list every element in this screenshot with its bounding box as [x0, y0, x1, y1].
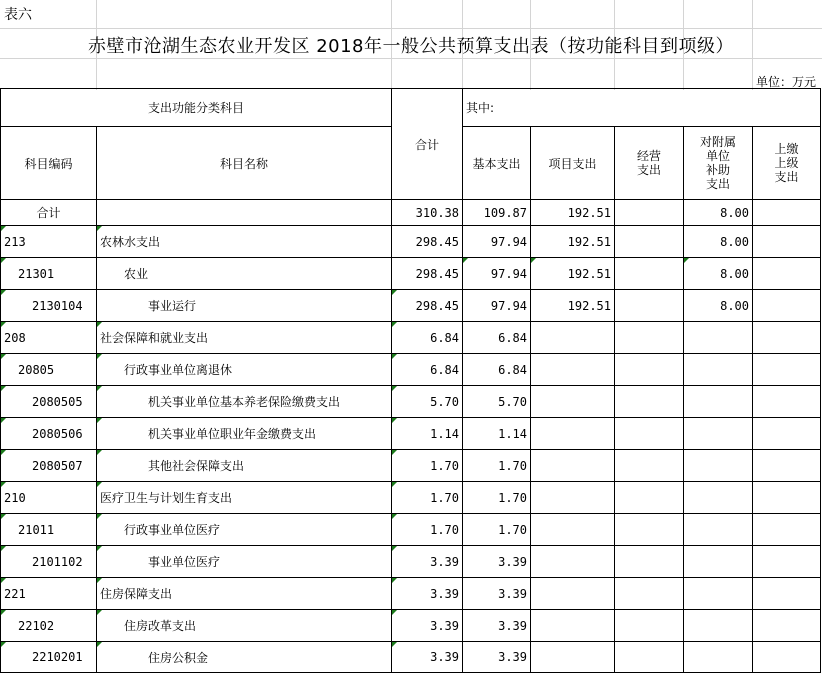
- sheet-label: 表六: [4, 7, 32, 23]
- cell-name[interactable]: [97, 200, 392, 226]
- cell-total[interactable]: 1.70: [392, 450, 463, 482]
- of-which-header[interactable]: 其中:: [463, 89, 821, 127]
- cell-total[interactable]: 3.39: [392, 610, 463, 642]
- cell-basic[interactable]: 5.70: [463, 386, 531, 418]
- header-line: 补助: [706, 163, 731, 177]
- cell-total[interactable]: 3.39: [392, 642, 463, 673]
- cell-total[interactable]: 6.84: [392, 322, 463, 354]
- table-row: [1, 610, 821, 642]
- cell-basic[interactable]: 3.39: [463, 610, 531, 642]
- header-line: 支出: [637, 163, 662, 177]
- cell-name[interactable]: 行政事业单位医疗: [97, 514, 392, 546]
- table-row: [1, 642, 821, 673]
- cell-subsidy[interactable]: [684, 482, 753, 514]
- cell-upper[interactable]: [753, 642, 821, 673]
- page-title: 赤壁市沧湖生态农业开发区 2018年一般公共预算支出表（按功能科目到项级）: [87, 36, 735, 57]
- cell-total[interactable]: 298.45: [392, 290, 463, 322]
- cell-code[interactable]: 208: [1, 322, 97, 354]
- cell-basic[interactable]: 3.39: [463, 642, 531, 673]
- subsidy-header[interactable]: [684, 127, 753, 200]
- cell-name[interactable]: 社会保障和就业支出: [97, 322, 392, 354]
- cell-project[interactable]: [531, 322, 615, 354]
- cell-upper[interactable]: [753, 482, 821, 514]
- cell-project[interactable]: [531, 546, 615, 578]
- cell-operating[interactable]: [615, 386, 684, 418]
- header-line: 对附属: [700, 135, 737, 149]
- total-header[interactable]: 合计: [392, 89, 463, 200]
- cell-project[interactable]: [531, 642, 615, 673]
- cell-operating[interactable]: [615, 546, 684, 578]
- unit-label: 单位：万元: [755, 75, 816, 89]
- table-row: [1, 546, 821, 578]
- table-row: [1, 450, 821, 482]
- table-row: [1, 482, 821, 514]
- table-row: [1, 322, 821, 354]
- cell-upper[interactable]: [753, 200, 821, 226]
- cell-code[interactable]: 合计: [1, 200, 97, 226]
- table-row: [1, 200, 821, 226]
- cell-upper[interactable]: [753, 514, 821, 546]
- basic-header[interactable]: 基本支出: [463, 127, 531, 200]
- cell-subsidy[interactable]: [684, 546, 753, 578]
- cell-name[interactable]: 事业单位医疗: [97, 546, 392, 578]
- cell-total[interactable]: 6.84: [392, 354, 463, 386]
- cell-project[interactable]: [531, 386, 615, 418]
- cell-name[interactable]: 住房保障支出: [97, 578, 392, 610]
- gridline: [0, 28, 822, 29]
- cell-project[interactable]: [531, 354, 615, 386]
- cell-upper[interactable]: [753, 610, 821, 642]
- cell-basic[interactable]: 6.84: [463, 354, 531, 386]
- cell-subsidy[interactable]: 8.00: [684, 290, 753, 322]
- cell-name[interactable]: 其他社会保障支出: [97, 450, 392, 482]
- table-row: [1, 386, 821, 418]
- cell-subsidy[interactable]: 8.00: [684, 258, 753, 290]
- cell-total[interactable]: 298.45: [392, 258, 463, 290]
- cell-total[interactable]: 5.70: [392, 386, 463, 418]
- category-header[interactable]: 支出功能分类科目: [1, 89, 392, 127]
- cell-upper[interactable]: [753, 578, 821, 610]
- cell-operating[interactable]: [615, 258, 684, 290]
- cell-operating[interactable]: [615, 322, 684, 354]
- cell-total[interactable]: 3.39: [392, 546, 463, 578]
- cell-upper[interactable]: [753, 258, 821, 290]
- budget-table: [0, 88, 821, 673]
- cell-operating[interactable]: [615, 354, 684, 386]
- table-row: [1, 514, 821, 546]
- cell-project[interactable]: 192.51: [531, 200, 615, 226]
- header-line: 上缴: [774, 142, 799, 156]
- cell-name[interactable]: 住房改革支出: [97, 610, 392, 642]
- table-row: [1, 258, 821, 290]
- cell-total[interactable]: 1.70: [392, 514, 463, 546]
- cell-total[interactable]: 1.70: [392, 482, 463, 514]
- cell-code[interactable]: 20805: [1, 354, 97, 386]
- cell-project[interactable]: [531, 514, 615, 546]
- cell-code[interactable]: 2080506: [1, 418, 97, 450]
- cell-project[interactable]: 192.51: [531, 226, 615, 258]
- cell-basic[interactable]: 1.70: [463, 514, 531, 546]
- upper-header[interactable]: [753, 127, 821, 200]
- cell-total[interactable]: 310.38: [392, 200, 463, 226]
- cell-upper[interactable]: [753, 418, 821, 450]
- cell-project[interactable]: [531, 578, 615, 610]
- header-line: 支出: [774, 170, 799, 184]
- table-row: [1, 354, 821, 386]
- cell-operating[interactable]: [615, 450, 684, 482]
- cell-subsidy[interactable]: [684, 642, 753, 673]
- cell-project[interactable]: [531, 610, 615, 642]
- cell-basic[interactable]: 97.94: [463, 258, 531, 290]
- cell-project[interactable]: 192.51: [531, 290, 615, 322]
- table-row: [1, 418, 821, 450]
- cell-name[interactable]: 机关事业单位基本养老保险缴费支出: [97, 386, 392, 418]
- cell-upper[interactable]: [753, 322, 821, 354]
- code-header[interactable]: 科目编码: [1, 127, 97, 200]
- cell-subsidy[interactable]: 8.00: [684, 200, 753, 226]
- name-header[interactable]: 科目名称: [97, 127, 392, 200]
- cell-operating[interactable]: [615, 642, 684, 673]
- gridline: [0, 58, 822, 59]
- cell-name[interactable]: 行政事业单位离退休: [97, 354, 392, 386]
- cell-operating[interactable]: [615, 226, 684, 258]
- cell-basic[interactable]: 109.87: [463, 200, 531, 226]
- cell-upper[interactable]: [753, 386, 821, 418]
- cell-name[interactable]: 机关事业单位职业年金缴费支出: [97, 418, 392, 450]
- cell-basic[interactable]: 3.39: [463, 578, 531, 610]
- cell-operating[interactable]: [615, 514, 684, 546]
- cell-operating[interactable]: [615, 200, 684, 226]
- operating-header[interactable]: [615, 127, 684, 200]
- cell-upper[interactable]: [753, 546, 821, 578]
- cell-project[interactable]: [531, 450, 615, 482]
- cell-code[interactable]: 21011: [1, 514, 97, 546]
- cell-operating[interactable]: [615, 482, 684, 514]
- cell-code[interactable]: 2080505: [1, 386, 97, 418]
- cell-code[interactable]: 213: [1, 226, 97, 258]
- cell-code[interactable]: 2101102: [1, 546, 97, 578]
- cell-code[interactable]: 210: [1, 482, 97, 514]
- header-line: 支出: [706, 177, 731, 191]
- cell-basic[interactable]: 6.84: [463, 322, 531, 354]
- cell-subsidy[interactable]: [684, 354, 753, 386]
- cell-project[interactable]: [531, 418, 615, 450]
- cell-operating[interactable]: [615, 578, 684, 610]
- cell-subsidy[interactable]: [684, 386, 753, 418]
- cell-subsidy[interactable]: 8.00: [684, 226, 753, 258]
- cell-subsidy[interactable]: [684, 514, 753, 546]
- cell-subsidy[interactable]: [684, 418, 753, 450]
- cell-name[interactable]: 农林水支出: [97, 226, 392, 258]
- header-line: 单位: [706, 149, 731, 163]
- cell-basic[interactable]: 1.70: [463, 482, 531, 514]
- cell-code[interactable]: 22102: [1, 610, 97, 642]
- cell-code[interactable]: 21301: [1, 258, 97, 290]
- cell-basic[interactable]: 97.94: [463, 290, 531, 322]
- cell-name[interactable]: 医疗卫生与计划生育支出: [97, 482, 392, 514]
- cell-total[interactable]: 1.14: [392, 418, 463, 450]
- cell-basic[interactable]: 3.39: [463, 546, 531, 578]
- header-line: 上级: [774, 156, 799, 170]
- table-row: [1, 578, 821, 610]
- cell-total[interactable]: 298.45: [392, 226, 463, 258]
- cell-operating[interactable]: [615, 290, 684, 322]
- cell-subsidy[interactable]: [684, 322, 753, 354]
- cell-subsidy[interactable]: [684, 578, 753, 610]
- project-header[interactable]: 项目支出: [531, 127, 615, 200]
- cell-subsidy[interactable]: [684, 450, 753, 482]
- cell-operating[interactable]: [615, 418, 684, 450]
- cell-subsidy[interactable]: [684, 610, 753, 642]
- cell-project[interactable]: [531, 482, 615, 514]
- header-line: 经营: [637, 149, 662, 163]
- cell-upper[interactable]: [753, 290, 821, 322]
- cell-upper[interactable]: [753, 450, 821, 482]
- cell-upper[interactable]: [753, 226, 821, 258]
- cell-basic[interactable]: 97.94: [463, 226, 531, 258]
- cell-code[interactable]: 221: [1, 578, 97, 610]
- cell-basic[interactable]: 1.70: [463, 450, 531, 482]
- cell-code[interactable]: 2080507: [1, 450, 97, 482]
- cell-total[interactable]: 3.39: [392, 578, 463, 610]
- table-row: [1, 290, 821, 322]
- cell-code[interactable]: 2210201: [1, 642, 97, 673]
- cell-project[interactable]: 192.51: [531, 258, 615, 290]
- cell-name[interactable]: 事业运行: [97, 290, 392, 322]
- cell-basic[interactable]: 1.14: [463, 418, 531, 450]
- cell-upper[interactable]: [753, 354, 821, 386]
- cell-name[interactable]: 农业: [97, 258, 392, 290]
- cell-code[interactable]: 2130104: [1, 290, 97, 322]
- table-row: [1, 226, 821, 258]
- cell-operating[interactable]: [615, 610, 684, 642]
- cell-name[interactable]: 住房公积金: [97, 642, 392, 673]
